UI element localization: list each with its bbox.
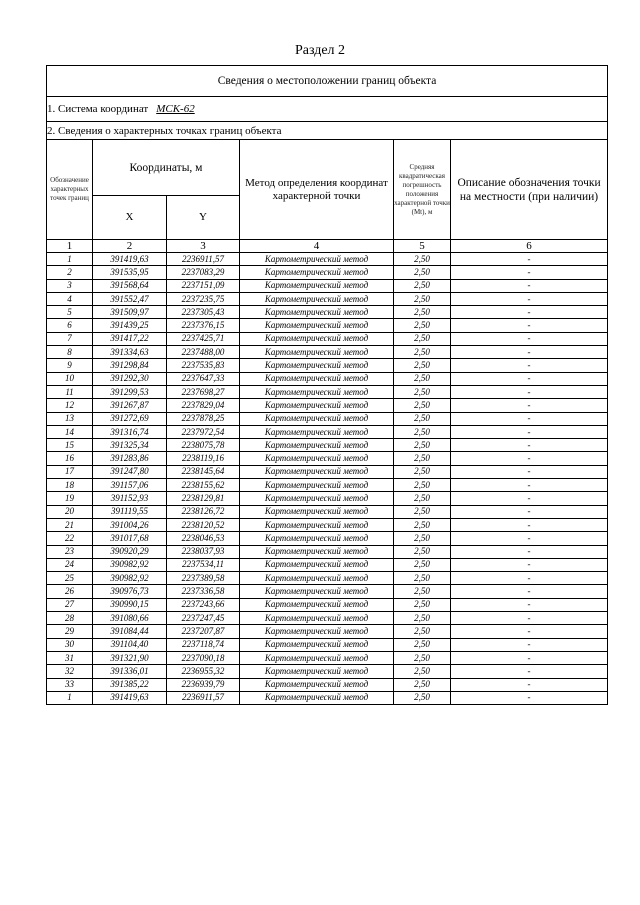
- point-method: Картометрический метод: [240, 518, 394, 531]
- point-accuracy: 2,50: [394, 399, 451, 412]
- point-method: Картометрический метод: [240, 612, 394, 625]
- table-row: [47, 412, 608, 425]
- point-method: Картометрический метод: [240, 532, 394, 545]
- point-y: 2237090,18: [167, 651, 240, 664]
- point-number: 14: [47, 425, 93, 438]
- point-number: 12: [47, 399, 93, 412]
- point-accuracy: 2,50: [394, 332, 451, 345]
- point-method: Картометрический метод: [240, 492, 394, 505]
- point-method: Картометрический метод: [240, 505, 394, 518]
- point-y: 2236911,57: [167, 253, 240, 266]
- point-x: 391104,40: [93, 638, 167, 651]
- point-x: 391084,44: [93, 625, 167, 638]
- column-number: 1: [47, 240, 93, 253]
- point-description: -: [451, 479, 608, 492]
- point-x: 391439,25: [93, 319, 167, 332]
- point-accuracy: 2,50: [394, 585, 451, 598]
- point-accuracy: 2,50: [394, 465, 451, 478]
- point-x: 391157,06: [93, 479, 167, 492]
- table-row: [47, 651, 608, 664]
- point-y: 2237376,15: [167, 319, 240, 332]
- point-number: 7: [47, 332, 93, 345]
- point-y: 2237235,75: [167, 292, 240, 305]
- point-method: Картометрический метод: [240, 625, 394, 638]
- point-accuracy: 2,50: [394, 346, 451, 359]
- point-number: 10: [47, 372, 93, 385]
- point-accuracy: 2,50: [394, 518, 451, 531]
- point-description: -: [451, 439, 608, 452]
- point-description: -: [451, 346, 608, 359]
- point-x: 391316,74: [93, 425, 167, 438]
- header-method: Метод определения координат характерной точки: [240, 140, 394, 240]
- point-y: 2238155,62: [167, 479, 240, 492]
- table-row: [47, 319, 608, 332]
- table-row: [47, 638, 608, 651]
- point-description: -: [451, 638, 608, 651]
- point-accuracy: 2,50: [394, 253, 451, 266]
- point-accuracy: 2,50: [394, 439, 451, 452]
- point-number: 24: [47, 558, 93, 571]
- point-number: 3: [47, 279, 93, 292]
- column-number: 6: [451, 240, 608, 253]
- point-x: 391419,63: [93, 691, 167, 704]
- point-accuracy: 2,50: [394, 678, 451, 691]
- point-y: 2238119,16: [167, 452, 240, 465]
- point-method: Картометрический метод: [240, 651, 394, 664]
- point-y: 2237243,66: [167, 598, 240, 611]
- point-y: 2236939,79: [167, 678, 240, 691]
- point-number: 2: [47, 266, 93, 279]
- point-y: 2237083,29: [167, 266, 240, 279]
- point-description: -: [451, 452, 608, 465]
- point-accuracy: 2,50: [394, 505, 451, 518]
- header-description: Описание обозначения точки на местности (при наличии): [451, 140, 608, 240]
- point-method: Картометрический метод: [240, 306, 394, 319]
- point-accuracy: 2,50: [394, 651, 451, 664]
- point-description: -: [451, 306, 608, 319]
- table-row: [47, 359, 608, 372]
- point-accuracy: 2,50: [394, 279, 451, 292]
- point-method: Картометрический метод: [240, 665, 394, 678]
- point-y: 2236911,57: [167, 691, 240, 704]
- header-coordinates: Координаты, м: [93, 140, 240, 196]
- point-accuracy: 2,50: [394, 691, 451, 704]
- point-x: 391004,26: [93, 518, 167, 531]
- point-number: 33: [47, 678, 93, 691]
- table-row: [47, 306, 608, 319]
- block-title: Сведения о местоположении границ объекта: [47, 66, 608, 97]
- point-description: -: [451, 558, 608, 571]
- point-accuracy: 2,50: [394, 359, 451, 372]
- point-number: 20: [47, 505, 93, 518]
- point-description: -: [451, 385, 608, 398]
- point-x: 391385,22: [93, 678, 167, 691]
- point-method: Картометрический метод: [240, 372, 394, 385]
- point-number: 22: [47, 532, 93, 545]
- point-description: -: [451, 359, 608, 372]
- point-y: 2237425,71: [167, 332, 240, 345]
- point-number: 21: [47, 518, 93, 531]
- point-accuracy: 2,50: [394, 558, 451, 571]
- point-method: Картометрический метод: [240, 332, 394, 345]
- point-y: 2237972,54: [167, 425, 240, 438]
- point-accuracy: 2,50: [394, 665, 451, 678]
- table-row: [47, 691, 608, 704]
- point-y: 2237534,11: [167, 558, 240, 571]
- table-row: [47, 425, 608, 438]
- point-accuracy: 2,50: [394, 306, 451, 319]
- point-accuracy: 2,50: [394, 545, 451, 558]
- point-number: 28: [47, 612, 93, 625]
- point-accuracy: 2,50: [394, 492, 451, 505]
- point-y: 2238075,78: [167, 439, 240, 452]
- point-number: 9: [47, 359, 93, 372]
- point-x: 390990,15: [93, 598, 167, 611]
- point-x: 391283,86: [93, 452, 167, 465]
- point-method: Картометрический метод: [240, 399, 394, 412]
- point-number: 1: [47, 253, 93, 266]
- point-description: -: [451, 279, 608, 292]
- point-number: 6: [47, 319, 93, 332]
- table-row: [47, 572, 608, 585]
- table-row: [47, 532, 608, 545]
- point-y: 2237389,58: [167, 572, 240, 585]
- coord-system-value: МСК-62: [156, 103, 195, 115]
- table-row: [47, 598, 608, 611]
- point-x: 391080,66: [93, 612, 167, 625]
- point-method: Картометрический метод: [240, 585, 394, 598]
- header-accuracy: Средняя квадратическая погрешность положения характерной точки (Mt), м: [394, 140, 451, 240]
- section-title: Раздел 2: [294, 43, 346, 58]
- boundary-points-table: [46, 65, 608, 705]
- point-method: Картометрический метод: [240, 691, 394, 704]
- point-y: 2237305,43: [167, 306, 240, 319]
- point-number: 11: [47, 385, 93, 398]
- table-row: [47, 292, 608, 305]
- point-method: Картометрический метод: [240, 279, 394, 292]
- point-y: 2237151,09: [167, 279, 240, 292]
- point-description: -: [451, 651, 608, 664]
- table-row: [47, 479, 608, 492]
- column-number: 5: [394, 240, 451, 253]
- point-method: Картометрический метод: [240, 412, 394, 425]
- table-row: [47, 253, 608, 266]
- point-description: -: [451, 465, 608, 478]
- coord-system-row: [47, 97, 608, 122]
- point-description: -: [451, 665, 608, 678]
- point-x: 391272,69: [93, 412, 167, 425]
- point-x: 390976,73: [93, 585, 167, 598]
- table-row: [47, 545, 608, 558]
- table-row: [47, 346, 608, 359]
- point-accuracy: 2,50: [394, 292, 451, 305]
- point-number: 16: [47, 452, 93, 465]
- point-description: -: [451, 598, 608, 611]
- point-method: Картометрический метод: [240, 572, 394, 585]
- point-x: 391299,53: [93, 385, 167, 398]
- point-description: -: [451, 518, 608, 531]
- point-accuracy: 2,50: [394, 598, 451, 611]
- table-row: [47, 452, 608, 465]
- point-accuracy: 2,50: [394, 425, 451, 438]
- point-method: Картометрический метод: [240, 253, 394, 266]
- header-x: X: [93, 196, 167, 240]
- point-description: -: [451, 545, 608, 558]
- point-number: 17: [47, 465, 93, 478]
- point-x: 391419,63: [93, 253, 167, 266]
- point-y: 2238046,53: [167, 532, 240, 545]
- point-number: 29: [47, 625, 93, 638]
- point-description: -: [451, 492, 608, 505]
- point-x: 391417,22: [93, 332, 167, 345]
- point-x: 391247,80: [93, 465, 167, 478]
- point-y: 2237118,74: [167, 638, 240, 651]
- point-x: 391321,90: [93, 651, 167, 664]
- table-row: [47, 585, 608, 598]
- point-y: 2238126,72: [167, 505, 240, 518]
- point-method: Картометрический метод: [240, 292, 394, 305]
- point-accuracy: 2,50: [394, 319, 451, 332]
- point-number: 31: [47, 651, 93, 664]
- point-y: 2237336,58: [167, 585, 240, 598]
- point-number: 23: [47, 545, 93, 558]
- point-description: -: [451, 319, 608, 332]
- point-method: Картометрический метод: [240, 558, 394, 571]
- point-y: 2238129,81: [167, 492, 240, 505]
- header-y: Y: [167, 196, 240, 240]
- point-number: 27: [47, 598, 93, 611]
- point-number: 18: [47, 479, 93, 492]
- table-row: [47, 332, 608, 345]
- table-row: [47, 505, 608, 518]
- table-row: [47, 372, 608, 385]
- point-method: Картометрический метод: [240, 346, 394, 359]
- point-description: -: [451, 572, 608, 585]
- point-x: 391298,84: [93, 359, 167, 372]
- point-accuracy: 2,50: [394, 625, 451, 638]
- point-y: 2237698,27: [167, 385, 240, 398]
- point-x: 391017,68: [93, 532, 167, 545]
- table-row: [47, 385, 608, 398]
- point-y: 2237535,83: [167, 359, 240, 372]
- table-row: [47, 518, 608, 531]
- point-x: 390982,92: [93, 558, 167, 571]
- point-x: 390982,92: [93, 572, 167, 585]
- point-method: Картометрический метод: [240, 638, 394, 651]
- point-number: 5: [47, 306, 93, 319]
- point-y: 2238145,64: [167, 465, 240, 478]
- point-description: -: [451, 678, 608, 691]
- column-number: 3: [167, 240, 240, 253]
- point-number: 1: [47, 691, 93, 704]
- point-x: 391334,63: [93, 346, 167, 359]
- point-description: -: [451, 266, 608, 279]
- table-row: [47, 279, 608, 292]
- point-description: -: [451, 399, 608, 412]
- point-number: 4: [47, 292, 93, 305]
- point-description: -: [451, 372, 608, 385]
- point-x: 391568,64: [93, 279, 167, 292]
- point-description: -: [451, 292, 608, 305]
- point-x: 391267,87: [93, 399, 167, 412]
- point-y: 2237647,33: [167, 372, 240, 385]
- point-number: 26: [47, 585, 93, 598]
- point-y: 2238037,93: [167, 545, 240, 558]
- point-y: 2237207,87: [167, 625, 240, 638]
- point-y: 2236955,32: [167, 665, 240, 678]
- point-x: 391509,97: [93, 306, 167, 319]
- points-title: 2. Сведения о характерных точках границ объекта: [47, 122, 608, 140]
- point-y: 2237247,45: [167, 612, 240, 625]
- table-row: [47, 266, 608, 279]
- point-x: 391535,95: [93, 266, 167, 279]
- table-row: [47, 665, 608, 678]
- point-x: 391119,55: [93, 505, 167, 518]
- point-accuracy: 2,50: [394, 479, 451, 492]
- point-accuracy: 2,50: [394, 385, 451, 398]
- table-row: [47, 678, 608, 691]
- table-row: [47, 558, 608, 571]
- point-method: Картометрический метод: [240, 319, 394, 332]
- point-description: -: [451, 332, 608, 345]
- point-description: -: [451, 585, 608, 598]
- point-accuracy: 2,50: [394, 572, 451, 585]
- point-x: 391292,30: [93, 372, 167, 385]
- point-method: Картометрический метод: [240, 439, 394, 452]
- point-y: 2238120,52: [167, 518, 240, 531]
- point-accuracy: 2,50: [394, 612, 451, 625]
- point-method: Картометрический метод: [240, 465, 394, 478]
- point-number: 32: [47, 665, 93, 678]
- point-y: 2237878,25: [167, 412, 240, 425]
- point-method: Картометрический метод: [240, 598, 394, 611]
- table-row: [47, 439, 608, 452]
- point-method: Картометрический метод: [240, 359, 394, 372]
- table-row: [47, 612, 608, 625]
- point-method: Картометрический метод: [240, 266, 394, 279]
- point-method: Картометрический метод: [240, 425, 394, 438]
- point-method: Картометрический метод: [240, 452, 394, 465]
- point-x: 391325,34: [93, 439, 167, 452]
- point-description: -: [451, 691, 608, 704]
- point-description: -: [451, 532, 608, 545]
- table-row: [47, 465, 608, 478]
- point-method: Картометрический метод: [240, 479, 394, 492]
- point-accuracy: 2,50: [394, 452, 451, 465]
- column-number: 4: [240, 240, 394, 253]
- point-accuracy: 2,50: [394, 638, 451, 651]
- point-method: Картометрический метод: [240, 385, 394, 398]
- point-method: Картометрический метод: [240, 545, 394, 558]
- point-x: 391552,47: [93, 292, 167, 305]
- point-accuracy: 2,50: [394, 266, 451, 279]
- point-number: 13: [47, 412, 93, 425]
- point-x: 391152,93: [93, 492, 167, 505]
- header-point-designation: Обозначение характерных точек границ: [47, 140, 93, 240]
- column-number: 2: [93, 240, 167, 253]
- point-accuracy: 2,50: [394, 532, 451, 545]
- table-row: [47, 492, 608, 505]
- point-number: 15: [47, 439, 93, 452]
- point-accuracy: 2,50: [394, 412, 451, 425]
- coord-system-label: 1. Система координат: [47, 103, 149, 115]
- point-x: 390920,29: [93, 545, 167, 558]
- point-number: 30: [47, 638, 93, 651]
- point-y: 2237488,00: [167, 346, 240, 359]
- point-x: 391336,01: [93, 665, 167, 678]
- point-number: 8: [47, 346, 93, 359]
- point-description: -: [451, 505, 608, 518]
- point-description: -: [451, 612, 608, 625]
- point-method: Картометрический метод: [240, 678, 394, 691]
- point-number: 19: [47, 492, 93, 505]
- point-y: 2237829,04: [167, 399, 240, 412]
- point-description: -: [451, 425, 608, 438]
- table-row: [47, 625, 608, 638]
- table-row: [47, 399, 608, 412]
- point-description: -: [451, 253, 608, 266]
- point-number: 25: [47, 572, 93, 585]
- point-description: -: [451, 412, 608, 425]
- point-accuracy: 2,50: [394, 372, 451, 385]
- point-description: -: [451, 625, 608, 638]
